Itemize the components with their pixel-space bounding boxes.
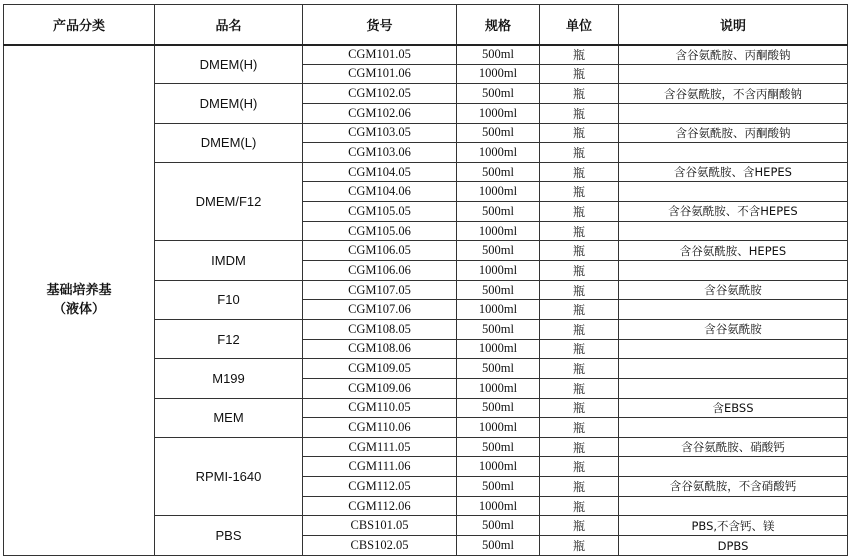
note-cell: 含谷氨酰胺、不含HEPES	[619, 202, 848, 222]
unit-cell: 瓶	[540, 319, 619, 339]
unit-cell: 瓶	[540, 241, 619, 261]
product-code-cell: CGM103.05	[303, 123, 457, 143]
product-code-cell: CGM102.05	[303, 84, 457, 104]
product-code-cell: CGM102.06	[303, 103, 457, 123]
note-cell	[619, 339, 848, 359]
note-cell	[619, 182, 848, 202]
table-header	[4, 5, 848, 45]
header-unit: 单位	[540, 5, 619, 45]
note-cell	[619, 378, 848, 398]
unit-cell: 瓶	[540, 182, 619, 202]
unit-cell: 瓶	[540, 64, 619, 84]
product-code-cell: CGM101.05	[303, 45, 457, 65]
unit-cell: 瓶	[540, 221, 619, 241]
product-code-cell: CGM110.05	[303, 398, 457, 418]
header-code: 货号	[303, 5, 457, 45]
header-row	[4, 5, 848, 45]
product-name-cell: MEM	[155, 398, 303, 437]
note-cell	[619, 261, 848, 281]
note-cell	[619, 496, 848, 516]
note-cell: 含谷氨酰胺、丙酮酸钠	[619, 45, 848, 65]
product-code-cell: CBS102.05	[303, 536, 457, 556]
product-code-cell: CGM105.06	[303, 221, 457, 241]
product-name-cell: PBS	[155, 516, 303, 556]
spec-cell: 500ml	[457, 84, 540, 104]
unit-cell: 瓶	[540, 418, 619, 438]
note-cell	[619, 221, 848, 241]
note-cell: 含谷氨酰胺	[619, 319, 848, 339]
spec-cell: 1000ml	[457, 418, 540, 438]
category-cell	[4, 45, 155, 556]
unit-cell: 瓶	[540, 536, 619, 556]
product-name-cell: DMEM(H)	[155, 45, 303, 84]
product-code-cell: CGM106.05	[303, 241, 457, 261]
unit-cell: 瓶	[540, 162, 619, 182]
spec-cell: 1000ml	[457, 221, 540, 241]
unit-cell: 瓶	[540, 437, 619, 457]
product-code-cell: CGM101.06	[303, 64, 457, 84]
product-code-cell: CGM108.05	[303, 319, 457, 339]
header-note: 说明	[619, 5, 848, 45]
product-code-cell: CGM104.05	[303, 162, 457, 182]
product-code-cell: CGM108.06	[303, 339, 457, 359]
header-name: 品名	[155, 5, 303, 45]
unit-cell: 瓶	[540, 280, 619, 300]
spec-cell: 500ml	[457, 319, 540, 339]
product-name-cell: DMEM(H)	[155, 84, 303, 123]
category-sublabel: （液体）	[52, 302, 105, 318]
table-body	[4, 45, 848, 556]
spec-cell: 500ml	[457, 123, 540, 143]
spec-cell: 500ml	[457, 45, 540, 65]
spec-cell: 500ml	[457, 398, 540, 418]
note-cell: PBS,不含钙、镁	[619, 516, 848, 536]
spec-cell: 500ml	[457, 241, 540, 261]
product-code-cell: CGM107.06	[303, 300, 457, 320]
product-name-cell: IMDM	[155, 241, 303, 280]
product-code-cell: CGM106.06	[303, 261, 457, 281]
product-name-cell: M199	[155, 359, 303, 398]
category-label: 基础培养基	[46, 283, 112, 299]
spec-cell: 500ml	[457, 202, 540, 222]
note-cell	[619, 359, 848, 379]
spec-cell: 1000ml	[457, 378, 540, 398]
product-name-cell: DMEM/F12	[155, 162, 303, 241]
note-cell: 含谷氨酰胺、含HEPES	[619, 162, 848, 182]
product-name-cell: RPMI-1640	[155, 437, 303, 516]
spec-cell: 500ml	[457, 280, 540, 300]
unit-cell: 瓶	[540, 261, 619, 281]
product-name-cell: DMEM(L)	[155, 123, 303, 162]
product-name-cell: F12	[155, 319, 303, 358]
spec-cell: 1000ml	[457, 300, 540, 320]
note-cell	[619, 103, 848, 123]
note-cell: 含谷氨酰胺、HEPES	[619, 241, 848, 261]
note-cell	[619, 143, 848, 163]
spec-cell: 1000ml	[457, 143, 540, 163]
spec-cell: 1000ml	[457, 261, 540, 281]
product-code-cell: CGM107.05	[303, 280, 457, 300]
spec-cell: 500ml	[457, 477, 540, 497]
unit-cell: 瓶	[540, 516, 619, 536]
spec-cell: 500ml	[457, 359, 540, 379]
product-code-cell: CGM105.05	[303, 202, 457, 222]
unit-cell: 瓶	[540, 477, 619, 497]
spec-cell: 1000ml	[457, 339, 540, 359]
unit-cell: 瓶	[540, 378, 619, 398]
unit-cell: 瓶	[540, 339, 619, 359]
unit-cell: 瓶	[540, 103, 619, 123]
unit-cell: 瓶	[540, 300, 619, 320]
spec-cell: 500ml	[457, 516, 540, 536]
note-cell	[619, 418, 848, 438]
spec-cell: 1000ml	[457, 182, 540, 202]
spec-cell: 500ml	[457, 162, 540, 182]
unit-cell: 瓶	[540, 84, 619, 104]
header-category: 产品分类	[4, 5, 155, 45]
note-cell: 含EBSS	[619, 398, 848, 418]
product-code-cell: CGM110.06	[303, 418, 457, 438]
note-cell: 含谷氨酰胺，不含硝酸钙	[619, 477, 848, 497]
unit-cell: 瓶	[540, 359, 619, 379]
unit-cell: 瓶	[540, 123, 619, 143]
spec-cell: 1000ml	[457, 496, 540, 516]
unit-cell: 瓶	[540, 398, 619, 418]
product-code-cell: CGM109.05	[303, 359, 457, 379]
unit-cell: 瓶	[540, 496, 619, 516]
note-cell	[619, 300, 848, 320]
product-code-cell: CGM112.05	[303, 477, 457, 497]
note-cell: 含谷氨酰胺	[619, 280, 848, 300]
note-cell: 含谷氨酰胺，不含丙酮酸钠	[619, 84, 848, 104]
product-code-cell: CGM111.05	[303, 437, 457, 457]
unit-cell: 瓶	[540, 202, 619, 222]
product-code-cell: CGM111.06	[303, 457, 457, 477]
unit-cell: 瓶	[540, 143, 619, 163]
note-cell	[619, 64, 848, 84]
note-cell	[619, 457, 848, 477]
spec-cell: 1000ml	[457, 457, 540, 477]
product-code-cell: CGM103.06	[303, 143, 457, 163]
product-name-cell: F10	[155, 280, 303, 319]
header-spec: 规格	[457, 5, 540, 45]
note-cell: DPBS	[619, 536, 848, 556]
product-catalog-table	[3, 4, 848, 556]
product-code-cell: CGM109.06	[303, 378, 457, 398]
product-code-cell: CBS101.05	[303, 516, 457, 536]
table-row	[4, 45, 848, 65]
product-code-cell: CGM112.06	[303, 496, 457, 516]
note-cell: 含谷氨酰胺、丙酮酸钠	[619, 123, 848, 143]
spec-cell: 1000ml	[457, 64, 540, 84]
unit-cell: 瓶	[540, 457, 619, 477]
spec-cell: 1000ml	[457, 103, 540, 123]
spec-cell: 500ml	[457, 536, 540, 556]
note-cell: 含谷氨酰胺、硝酸钙	[619, 437, 848, 457]
unit-cell: 瓶	[540, 45, 619, 65]
product-code-cell: CGM104.06	[303, 182, 457, 202]
spec-cell: 500ml	[457, 437, 540, 457]
